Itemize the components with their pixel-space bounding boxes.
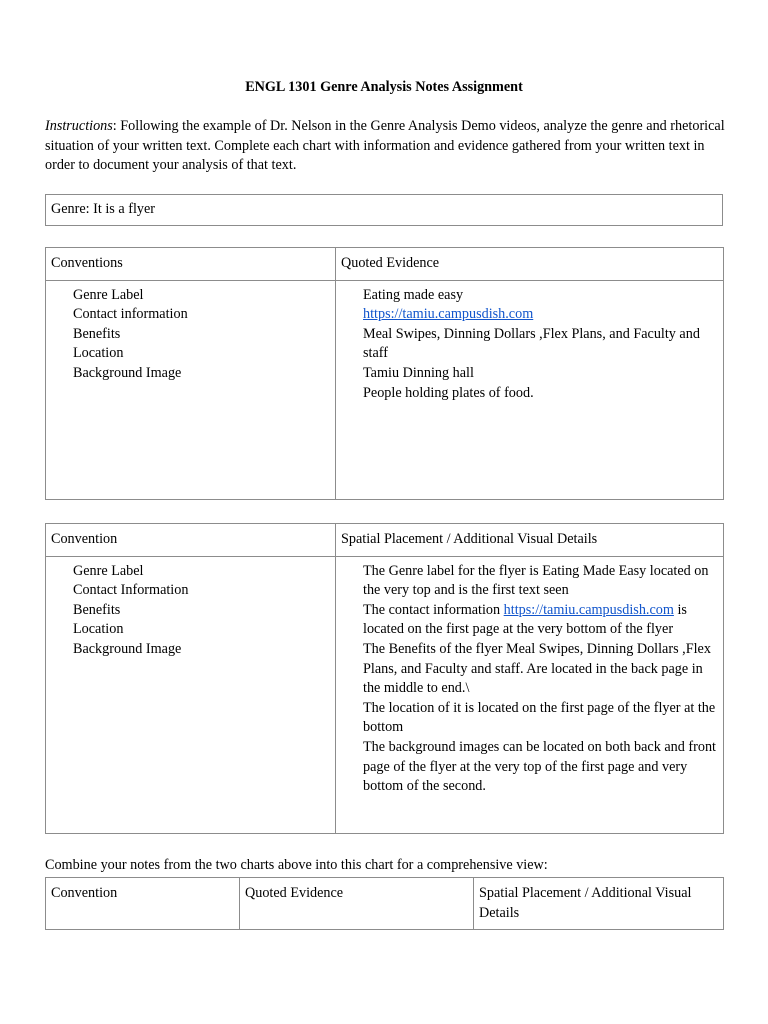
genre-table (45, 194, 723, 226)
campusdish-link[interactable]: https://tamiu.campusdish.com (503, 601, 674, 618)
detail-background-image: The background images can be located on both back and front page of the flyer at the very top of the first page and very bottom of the second. (363, 738, 716, 795)
combined-table-header-spatial-placement: Spatial Placement / Additional Visual Details (474, 878, 724, 930)
instructions-text: : Following the example of Dr. Nelson in the Genre Analysis Demo videos, analyze the genre and rhetorical situation of your written text. Complete each chart with information and evidence gathered from your written text in order to document your analysis of that text. (45, 118, 725, 174)
list-item: Genre Label (73, 286, 144, 303)
campusdish-link[interactable]: https://tamiu.campusdish.com (363, 306, 534, 323)
spatial-table-header-convention: Convention (46, 524, 336, 557)
list-item: Contact Information (73, 582, 189, 599)
instructions-paragraph (45, 117, 725, 176)
list-item: Location (73, 345, 124, 362)
combine-instructions: Combine your notes from the two charts above into this chart for a comprehensive view: (45, 857, 548, 873)
list-item: Location (73, 621, 124, 638)
evidence-benefits: Meal Swipes, Dinning Dollars ,Flex Plans, and Faculty and staff (363, 325, 700, 362)
spatial-table-header-spatial-placement: Spatial Placement / Additional Visual Details (336, 524, 724, 557)
spatial-table-details-cell (336, 556, 724, 833)
evidence-location: Tamiu Dinning hall (363, 364, 474, 381)
list-item: Benefits (73, 601, 121, 618)
list-item: Background Image (73, 640, 182, 657)
conventions-list (46, 557, 335, 660)
detail-location: The location of it is located on the first page of the flyer at the bottom (363, 699, 716, 736)
evidence-list (336, 281, 723, 404)
combined-table-header-quoted-evidence: Quoted Evidence (240, 878, 474, 930)
spatial-table-conventions-cell (46, 556, 336, 833)
evidence-table-evidence-cell (336, 280, 724, 499)
evidence-table-header-quoted-evidence: Quoted Evidence (336, 248, 724, 281)
combined-table (45, 877, 724, 930)
combined-table-header-convention: Convention (46, 878, 240, 930)
evidence-background-image: People holding plates of food. (363, 384, 534, 401)
list-item: Background Image (73, 364, 182, 381)
list-item: Genre Label (73, 562, 144, 579)
spatial-table (45, 523, 724, 834)
instructions-lead: Instructions (45, 118, 113, 134)
evidence-genre-label: Eating made easy (363, 286, 464, 303)
conventions-list (46, 281, 335, 384)
genre-label: Genre: It is a flyer (51, 201, 155, 217)
evidence-table (45, 247, 724, 500)
genre-label-cell (46, 195, 723, 226)
evidence-table-header-conventions: Conventions (46, 248, 336, 281)
list-item: Benefits (73, 325, 121, 342)
list-item: Contact information (73, 306, 188, 323)
evidence-table-conventions-cell (46, 280, 336, 499)
page-title: ENGL 1301 Genre Analysis Notes Assignment (245, 79, 523, 95)
spatial-details-list (336, 557, 723, 797)
detail-contact-information: The contact information https://tamiu.campusdish.com is located on the first page at the very bottom of the flyer (363, 601, 687, 638)
detail-genre-label: The Genre label for the flyer is Eating Made Easy located on the very top and is the first text seen (363, 562, 709, 599)
detail-benefits: The Benefits of the flyer Meal Swipes, Dinning Dollars ,Flex Plans, and Faculty and staff. Are located in the back page in the middle to end.\ (363, 640, 711, 697)
